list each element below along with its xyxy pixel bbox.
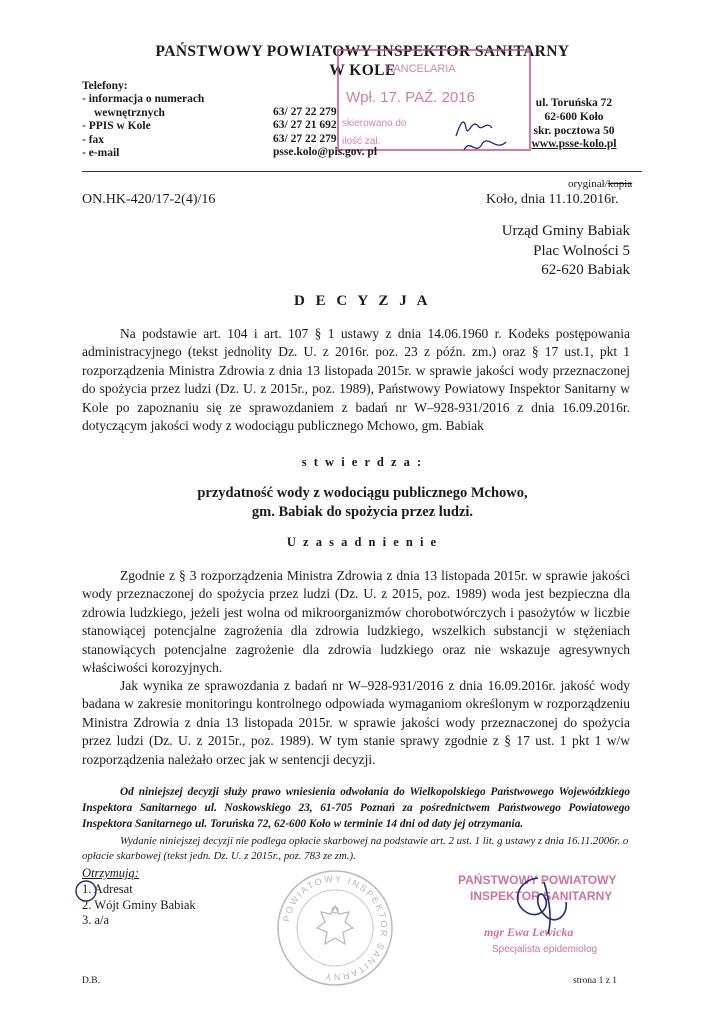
author-initials: D.B.	[82, 976, 100, 986]
contact-labels	[82, 80, 204, 160]
received-stamp-routing: skierowano do	[342, 118, 407, 129]
justification-heading: U z a s a d n i e n i e	[286, 535, 439, 549]
fax-number: 63/ 27 22 279	[273, 132, 337, 145]
list-item: 2. Wójt Gminy Babiak	[82, 897, 196, 912]
finding-statement	[0, 484, 725, 522]
recipient-street: Plac Wolności 5	[533, 242, 630, 259]
eagle-emblem-icon	[317, 906, 353, 944]
contact-label: - informacja o numerach	[82, 93, 205, 106]
legal-basis-paragraph: Na podstawie art. 104 i art. 107 § 1 ustawy z dnia 14.06.1960 r. Kodeks postępowania administracyjnego (tekst jednolity Dz. U. z 2016r. poz. 23 z późn. zm.) oraz § 17 ust.1, pkt 1 rozporządzenia Ministra Zdrowia z dnia 13 listopada 2015r. w sprawie jakości wody przeznaczonej do spożycia przez ludzi (Dz. U. z 2015r., poz. 1989), Państwowy Powiatowy Inspektor Sanitarny w Kole po zapoznaniu się ze sprawozdaniem z badań nr W–928-931/2016 z dnia 16.09.2016r. dotyczącym jakości wody z wodociągu publicznego Mchowo, gm. Babiak	[82, 326, 630, 434]
received-stamp-attachments: ilość zał.	[342, 136, 381, 147]
signatory-name: mgr Ewa Lewicka	[484, 925, 574, 939]
institution-location: W KOLE	[329, 62, 396, 79]
contact-label: wewnętrznych	[94, 106, 165, 119]
postal-address	[524, 97, 624, 152]
finding-heading: s t w i e r d z a :	[301, 455, 424, 469]
copy-marker	[568, 178, 632, 190]
copy-marker-original: oryginał/	[568, 178, 608, 190]
list-item: 3. a/a	[82, 913, 110, 927]
recipient-city: 62-620 Babiak	[541, 262, 630, 278]
signature-stamp	[440, 862, 640, 962]
signatory-title: Specjalista epidemiolog	[492, 944, 598, 955]
website-link[interactable]: www.psse-kolo.pl	[531, 138, 617, 151]
page-number: strona 1 z 1	[573, 976, 618, 986]
contact-heading: Telefony:	[82, 80, 128, 92]
header-divider	[82, 171, 642, 172]
contact-values	[273, 106, 377, 160]
address-city: 62-600 Koło	[544, 110, 604, 123]
signature-stamp-line1: PAŃSTWOWY POWIATOWY	[458, 873, 617, 887]
address-pobox: skr. pocztowa 50	[533, 124, 615, 137]
decision-title: D E C Y Z J A	[294, 293, 431, 309]
recipients-label: Otrzymują:	[82, 866, 139, 880]
institution-name: PAŃSTWOWY POWIATOWY INSPEKTOR SANITARNY	[155, 43, 570, 60]
document-date: Koło, dnia 11.10.2016r.	[486, 192, 619, 207]
recipient-name: Urząd Gminy Babiak	[501, 223, 630, 239]
contact-label: - e-mail	[82, 147, 120, 160]
received-stamp-date: Wpł. 17. PAŹ. 2016	[346, 89, 475, 106]
email-address: psse.kolo@pis.gov. pl	[273, 146, 378, 159]
list-item: 1. Adresat	[82, 882, 133, 896]
finding-line: gm. Babiak do spożycia przez ludzi.	[251, 504, 474, 520]
fee-notice: Wydanie niniejszej decyzji nie podlega opłacie skarbowej na podstawie art. 2 ust. 1 lit. g ustawy z dnia 16.11.2006r. o opłacie skarbowej (tekst jedn. Dz. U. z 2015r., poz. 783 ze zm.).	[82, 835, 629, 862]
justification-paragraph-2: Jak wynika ze sprawozdania z badań nr W–928-931/2016 z dnia 16.09.2016r. jakość wody badana w zakresie monitoringu kontrolnego odpowiada wymaganiom określonym w rozporządzeniu Ministra Zdrowia z dnia 13 listopada 2015r. w sprawie jakości wody przeznaczonej do spożycia przez ludzi (Dz. U. z 2015r., poz. 1989). W tym stanie sprawy zgodnie z § 17 ust. 1 pkt 1 w/w rozporządzenia należało orzec jak w sentencji decyzji.	[82, 678, 630, 767]
address-street: ul. Toruńska 72	[535, 97, 613, 109]
round-seal-text: POWIATOWY INSPEKTOR SANITARNY	[281, 873, 390, 983]
received-stamp-header: KANCELARIA	[386, 63, 456, 75]
finding-line: przydatność wody z wodociągu publicznego Mchowo,	[197, 485, 528, 501]
official-round-seal	[275, 868, 395, 988]
contact-label: - PPIS w Kole	[82, 120, 151, 133]
phone-info: 63/ 27 22 279	[273, 106, 337, 118]
phone-ppis: 63/ 27 21 692	[273, 119, 337, 132]
copy-marker-copy: kopia	[607, 178, 633, 190]
reference-number: ON.HK-420/17-2(4)/16	[82, 192, 216, 207]
recipient-address	[460, 222, 630, 281]
contact-label: - fax	[82, 133, 105, 146]
appeal-notice: Od niniejszej decyzji służy prawo wniesienia odwołania do Wielkopolskiego Państwowego Wojewódzkiego Inspektora Sanitarnego ul. Noskowskiego 23, 61-705 Poznań za pośrednictwem Państwowego Powiatowego Inspektora Sanitarnego ul. Toruńska 72, 62-600 Koło w terminie 14 dni od daty jej otrzymania.	[82, 786, 630, 830]
handwritten-circle-mark	[72, 878, 100, 904]
signature-stamp-line2: INSPEKTOR SANITARNY	[470, 889, 613, 903]
justification-paragraph-1: Zgodnie z § 3 rozporządzenia Ministra Zdrowia z dnia 13 listopada 2015r. w sprawie jakości wody przeznaczonej do spożycia przez ludzi (Dz. U. z 2015, poz. 1989) woda jest bezpieczna dla zdrowia ludzkiego, jeżeli jest wolna od mikroorganizmów chorobotwórczych i pasożytów w liczbie stanowiącej potencjalne zagrożenia dla zdrowia ludzkiego, wszelkich substancji w stężeniach stanowiących potencjalne zagrożenie dla zdrowia ludzkiego oraz nie wskazuje agresywnych właściwości korozyjnych.	[82, 568, 630, 676]
